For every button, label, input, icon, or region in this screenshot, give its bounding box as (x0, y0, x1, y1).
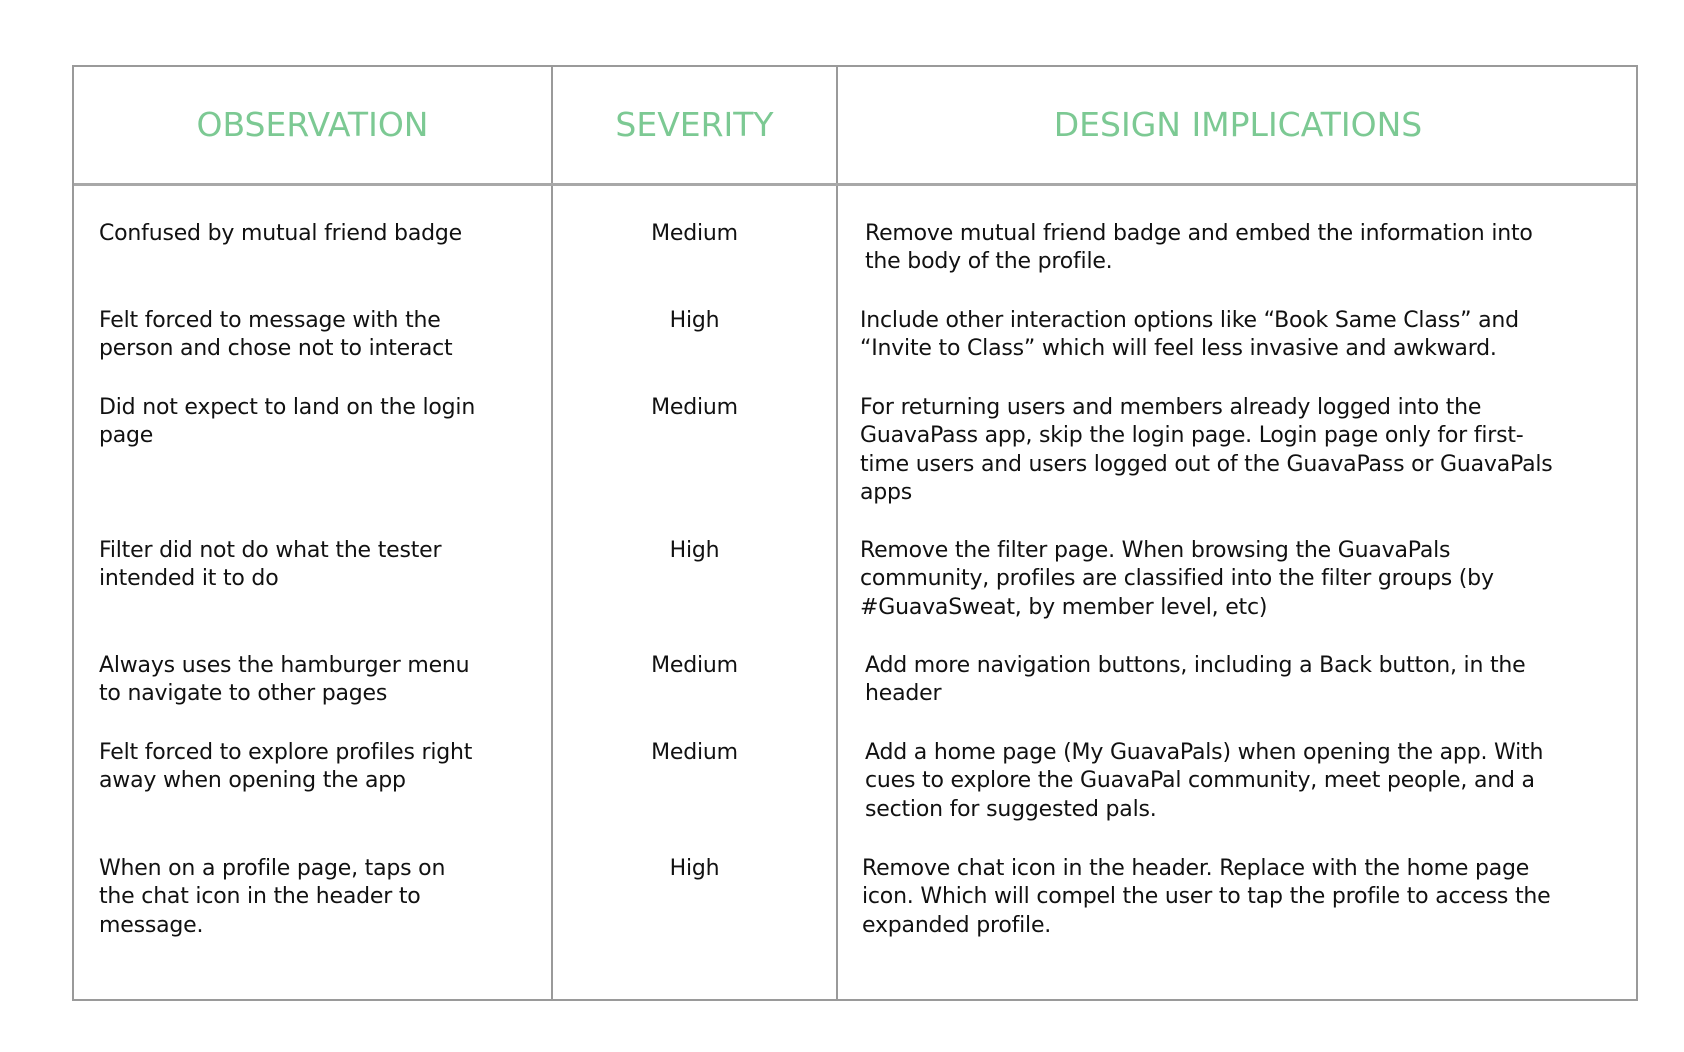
header-divider (74, 183, 1636, 186)
observation-cell: Confused by mutual friend badge (99, 221, 462, 246)
header-design-implications: DESIGN IMPLICATIONS (1053, 105, 1423, 144)
implication-cell: For returning users and members already logged into the GuavaPass app, skip the login page. Login page only for first- time users and users logged out of the GuavaPass or GuavaPals apps (860, 395, 1553, 505)
observation-cell: Did not expect to land on the login page (99, 395, 476, 449)
header-observation: OBSERVATION (196, 105, 429, 144)
observation-cell: Always uses the hamburger menu to navigate to other pages (99, 653, 470, 707)
implication-cell: Add a home page (My GuavaPals) when opening the app. With cues to explore the GuavaPal community, meet people, and a section for suggested pals. (865, 740, 1544, 822)
column-divider (836, 67, 838, 999)
implication-cell: Add more navigation buttons, including a Back button, in the header (865, 653, 1526, 707)
severity-cell: High (669, 856, 720, 881)
implication-cell: Remove the filter page. When browsing the GuavaPals community, profiles are classified into the filter groups (by #GuavaSweat, by member level, etc) (860, 538, 1494, 620)
severity-cell: High (669, 308, 720, 333)
implication-cell: Remove mutual friend badge and embed the information into the body of the profile. (865, 221, 1533, 275)
header-severity: SEVERITY (615, 105, 774, 144)
implication-cell: Include other interaction options like “Book Same Class” and “Invite to Class” which will feel less invasive and awkward. (860, 308, 1519, 362)
severity-cell: Medium (651, 653, 738, 678)
severity-cell: High (669, 538, 720, 563)
observation-cell: Felt forced to explore profiles right away when opening the app (99, 740, 473, 794)
implication-cell: Remove chat icon in the header. Replace with the home page icon. Which will compel the user to tap the profile to access the expanded profile. (862, 856, 1551, 938)
usability-findings-table (72, 65, 1638, 1001)
observation-cell: Filter did not do what the tester intended it to do (99, 538, 442, 592)
observation-cell: When on a profile page, taps on the chat icon in the header to message. (99, 856, 446, 938)
severity-cell: Medium (651, 221, 738, 246)
observation-cell: Felt forced to message with the person and chose not to interact (99, 308, 453, 362)
severity-cell: Medium (651, 740, 738, 765)
severity-cell: Medium (651, 395, 738, 420)
